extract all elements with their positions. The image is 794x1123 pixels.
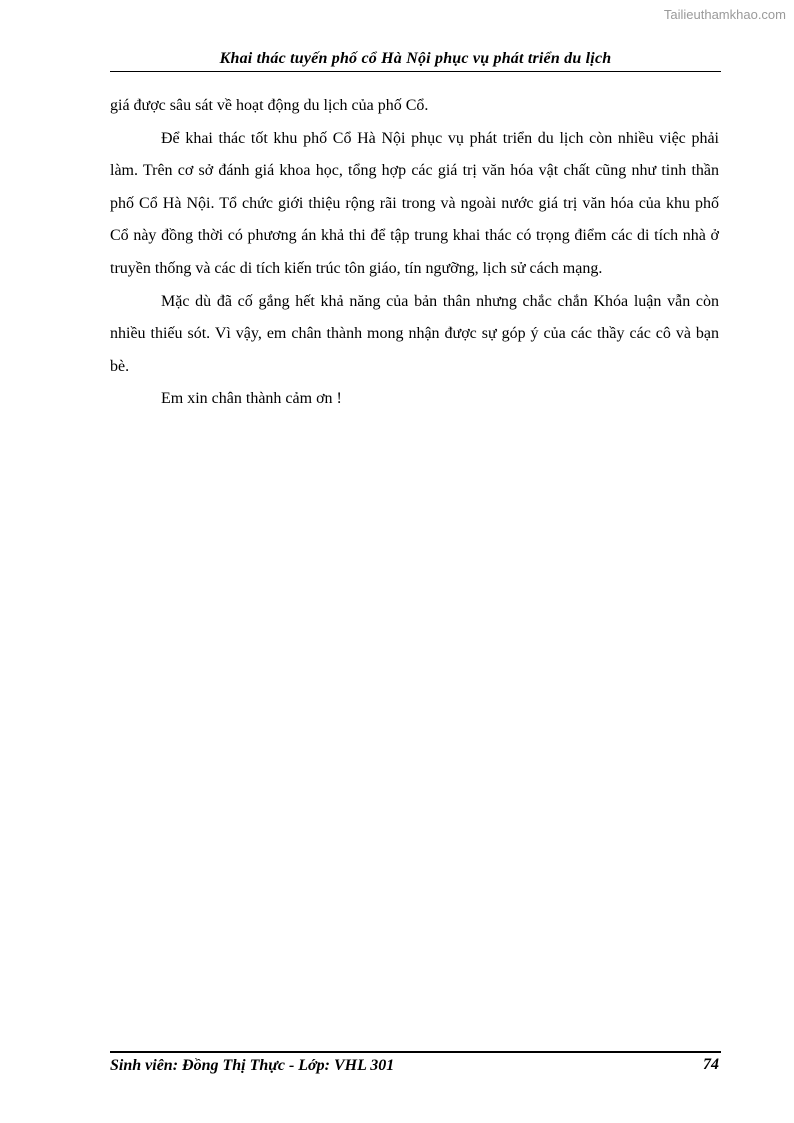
document-body	[110, 90, 719, 416]
page-number: 74	[703, 1056, 719, 1073]
watermark: Tailieuthamkhao.com	[663, 7, 786, 22]
paragraph: Để khai thác tốt khu phố Cổ Hà Nội phục vụ phát triển du lịch còn nhiều việc phải làm. Trên cơ sở đánh giá khoa học, tổng hợp các giá trị văn hóa vật chất cũng như tinh thần phố Cổ Hà Nội. Tổ chức giới thiệu rộng rãi trong và ngoài nước giá trị văn hóa của khu phố Cổ này đồng thời có phương án khả thi để tập trung khai thác có trọng điểm các di tích nhà ở truyền thống và các di tích kiến trúc tôn giáo, tín ngưỡng, lịch sử cách mạng.	[110, 129, 719, 277]
footer-author: Sinh viên: Đồng Thị Thực - Lớp: VHL 301	[110, 1057, 395, 1074]
footer-divider	[110, 1051, 721, 1053]
paragraph-continuation: giá được sâu sát về hoạt động du lịch của phố Cổ.	[110, 97, 429, 114]
header-divider	[110, 71, 721, 72]
running-header: Khai thác tuyến phố cổ Hà Nội phục vụ phát triển du lịch	[219, 50, 612, 67]
paragraph: Mặc dù đã cố gắng hết khả năng của bản thân nhưng chắc chắn Khóa luận vẫn còn nhiều thiếu sót. Vì vậy, em chân thành mong nhận được sự góp ý của các thầy các cô và bạn bè.	[110, 292, 719, 375]
paragraph-closing: Em xin chân thành cảm ơn !	[161, 390, 342, 408]
